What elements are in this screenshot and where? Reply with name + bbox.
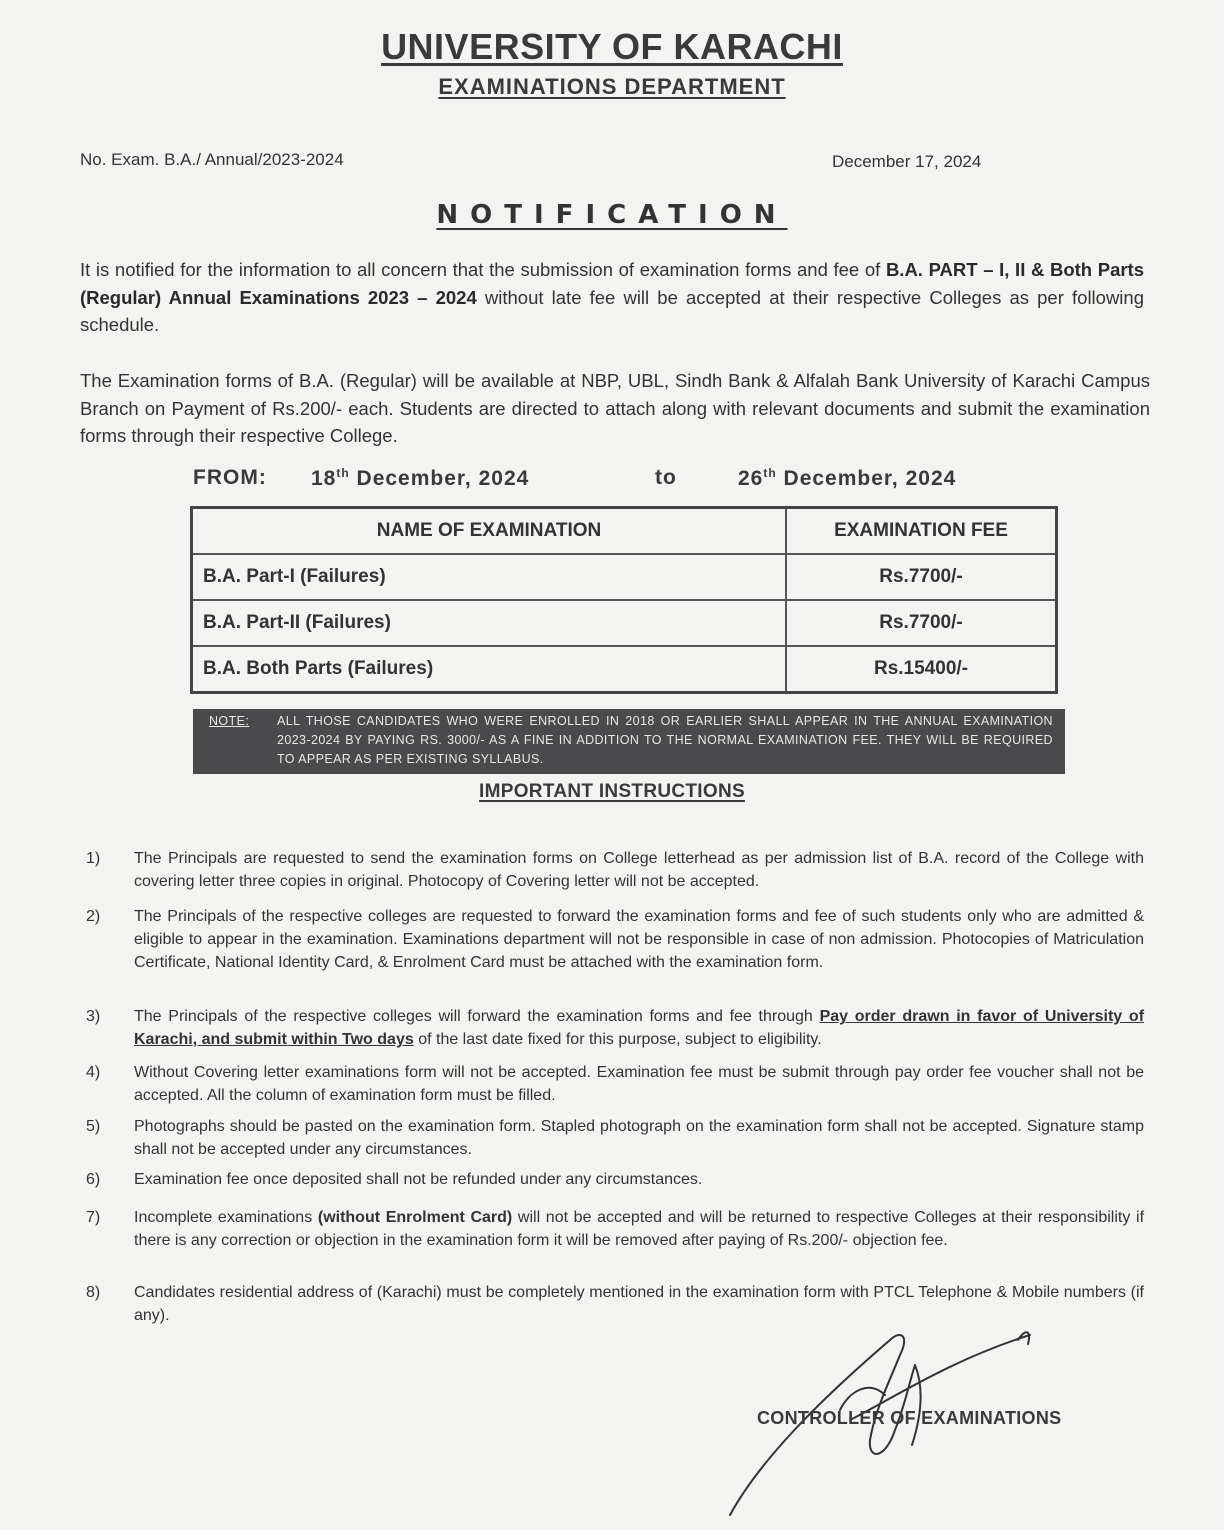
instruction-emphasis: Pay order drawn in favor of University of Karachi, and submit within Two days [134, 1008, 1145, 1048]
instruction-number: 7) [86, 1209, 101, 1226]
fee-table [190, 506, 1058, 694]
paragraph-intro: It is notified for the information to all concern that the submission of examination forms and fee of [80, 259, 881, 280]
exam-fee-cell: Rs.7700/- [786, 554, 1057, 600]
instruction-number: 8) [86, 1284, 101, 1301]
instruction-number: 4) [86, 1064, 101, 1081]
notification-title: NOTIFICATION [436, 200, 788, 230]
schedule-to-label: to [655, 466, 677, 489]
paragraph-submission [80, 256, 1144, 339]
exam-fee-cell: Rs.15400/- [786, 646, 1057, 693]
schedule-end-date: 26th December, 2024 [738, 466, 957, 490]
university-heading: UNIVERSITY OF KARACHI [381, 26, 843, 67]
instruction-text: Without Covering letter examinations form will not be accepted. Examination fee must be submit through pay order fee voucher shall not be accepted. All the column of examination form must be filled. [134, 1064, 1144, 1104]
department-heading: EXAMINATIONS DEPARTMENT [438, 74, 786, 99]
column-header-fee: EXAMINATION FEE [786, 508, 1057, 555]
instruction-number: 6) [86, 1171, 101, 1188]
fee-table-header [192, 508, 1057, 555]
table-row [192, 600, 1057, 646]
instruction-text: The Principals are requested to send the examination forms on College letterhead as per admission list of B.A. record of the College with covering letter three copies in original. Photocopy of Covering letter will not be accepted. [134, 850, 1144, 890]
instruction-text: Candidates residential address of (Karachi) must be completely mentioned in the examination form with PTCL Telephone & Mobile numbers (if any). [134, 1284, 1144, 1324]
controller-signatory: CONTROLLER OF EXAMINATIONS [757, 1408, 1062, 1428]
instruction-text: Examination fee once deposited shall not be refunded under any circumstances. [134, 1171, 703, 1188]
exam-fee-cell: Rs.7700/- [786, 600, 1057, 646]
instruction-number: 5) [86, 1118, 101, 1135]
exam-name-cell: B.A. Both Parts (Failures) [192, 646, 787, 693]
note-text: ALL THOSE CANDIDATES WHO WERE ENROLLED IN 2018 OR EARLIER SHALL APPEAR IN THE ANNUAL EXAMINATION 2023-2024 BY PAYING RS. 3000/- AS A FINE IN ADDITION TO THE NORMAL EXAMINATION FEE. THEY WILL BE REQUIRED TO APPEAR AS PER EXISTING SYLLABUS. [277, 714, 1053, 766]
paragraph-forms-availability: The Examination forms of B.A. (Regular) will be available at NBP, UBL, Sindh Bank & Alfalah Bank University of Karachi Campus Branch on Payment of Rs.200/- each. Students are directed to attach along with relevant documents and submit the examination forms through their respective College. [80, 370, 1150, 446]
exam-name-cell: B.A. Part-I (Failures) [192, 554, 787, 600]
exam-name-cell: B.A. Part-II (Failures) [192, 600, 787, 646]
instruction-text: Incomplete examinations (without Enrolment Card) will not be accepted and will be returned to respective Colleges at their responsibility if there is any correction or objection in the examination form it will be removed after paying of Rs.200/- objection fee. [134, 1209, 1145, 1249]
schedule-start-date: 18th December, 2024 [311, 466, 530, 490]
instruction-number: 3) [86, 1008, 101, 1025]
notification-date: December 17, 2024 [832, 152, 982, 171]
instruction-emphasis: (without Enrolment Card) [317, 1209, 513, 1226]
instruction-text: The Principals of the respective colleges are requested to forward the examination forms and fee of such students only who are admitted & eligible to appear in the examination. Examinations department will not be responsible in case of non admission. Photocopies of Matriculation Certificate, National Identity Card, & Enrolment Card must be attached with the examination form. [134, 908, 1144, 971]
note-label: NOTE: [209, 714, 250, 728]
instructions-heading: IMPORTANT INSTRUCTIONS [479, 781, 745, 802]
paragraph-exam-name: B.A. PART – I, II & Both Parts (Regular) Annual Examinations 2023 – 2024 [80, 259, 1145, 308]
schedule-from-label: FROM: [193, 466, 267, 489]
table-row [192, 646, 1057, 693]
instruction-number: 2) [86, 908, 101, 925]
instruction-text: The Principals of the respective colleges will forward the examination forms and fee through Pay order drawn in favor of University of Karachi, and submit within Two days of the last date fixed for this purpose, subject to eligibility. [134, 1008, 1145, 1048]
instruction-number: 1) [86, 850, 101, 867]
reference-number: No. Exam. B.A./ Annual/2023-2024 [80, 150, 344, 169]
paragraph-rest: without late fee will be accepted at their respective Colleges as per following schedule. [80, 286, 1144, 335]
column-header-name: NAME OF EXAMINATION [192, 508, 787, 555]
note-box [193, 709, 1065, 774]
table-row [192, 554, 1057, 600]
instruction-text: Photographs should be pasted on the examination form. Stapled photograph on the examination form shall not be accepted. Signature stamp shall not be accepted under any circumstances. [134, 1118, 1144, 1158]
